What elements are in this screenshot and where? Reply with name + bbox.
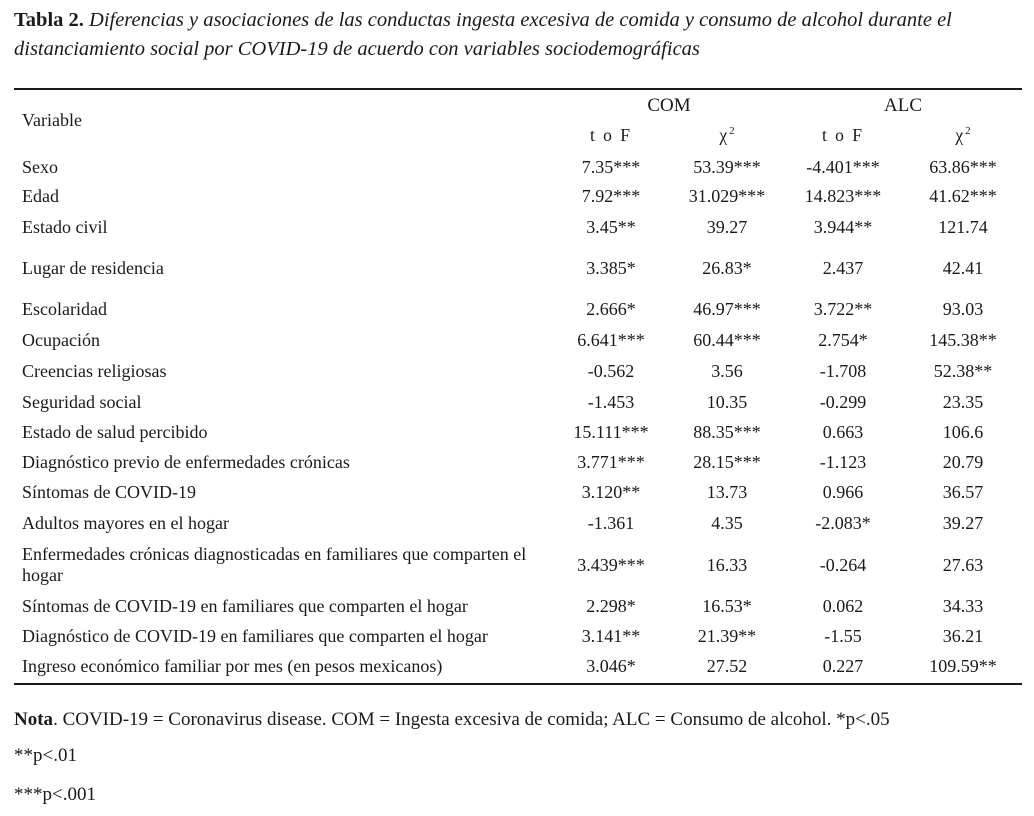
cell-alc-chi: 27.63 [942,554,984,575]
cell-com-t: -1.453 [587,391,635,412]
chi-superscript: 2 [729,125,735,138]
subheader-alc-t: t o F [821,125,865,145]
group-header-alc: ALC [884,95,922,116]
cell-alc-chi: 36.57 [942,481,984,502]
group-header-com: COM [647,95,691,116]
cell-alc-t: 0.966 [822,481,864,502]
cell-com-t: -1.361 [587,512,635,533]
cell-com-t: 7.35*** [581,156,641,177]
cell-alc-t: -0.299 [819,391,867,412]
row-variable: Escolaridad [22,298,107,319]
table-row [0,153,1034,181]
cell-com-chi: 27.52 [706,655,748,676]
chi-symbol: χ [955,125,966,145]
cell-alc-chi: 106.6 [942,421,984,442]
subheader-com-chi [667,125,787,146]
row-variable: Sexo [22,156,58,177]
table-row [0,542,1034,588]
cell-alc-t: 0.663 [822,421,864,442]
row-variable: Estado de salud percibido [22,421,208,442]
row-variable: Ocupación [22,329,100,350]
table-row [0,622,1034,650]
table-label: Tabla 2. [14,9,84,31]
cell-com-chi: 4.35 [711,512,743,533]
table-row [0,182,1034,210]
cell-com-t: 3.439*** [577,554,645,575]
cell-alc-t: 0.062 [822,595,864,616]
bottom-rule [14,683,1022,685]
cell-alc-t: 14.823*** [804,185,882,206]
cell-com-t: 2.298* [586,595,636,616]
cell-com-chi: 16.53* [702,595,752,616]
cell-com-t: 3.141** [581,625,641,646]
cell-alc-chi: 145.38** [929,329,997,350]
cell-com-t: 3.771*** [577,451,645,472]
row-variable: Síntomas de COVID-19 [22,481,196,502]
cell-alc-t: 0.227 [822,655,864,676]
note-line-1 [14,709,890,731]
note-line-2 [14,745,77,767]
cell-com-chi: 26.83* [702,257,752,278]
note-text: . COVID-19 = Coronavirus disease. COM = Ingesta excesiva de comida; ALC = Consumo de alcohol. *p<.05 [53,709,890,730]
cell-alc-chi: 42.41 [942,257,984,278]
row-variable: Adultos mayores en el hogar [22,512,229,533]
cell-alc-t: -1.708 [819,360,867,381]
cell-com-chi: 3.56 [711,360,743,381]
cell-com-t: -0.562 [587,360,635,381]
cell-com-t: 3.385* [586,257,636,278]
cell-alc-t: 3.722** [813,298,873,319]
table-row [0,448,1034,476]
cell-alc-t: 2.437 [822,257,864,278]
note-label: Nota [14,709,54,730]
table-row [0,249,1034,287]
table-row [0,418,1034,446]
note-text: p<.001 [42,784,96,805]
row-variable: Edad [22,185,59,206]
table-row [0,478,1034,506]
table-caption [14,6,1024,64]
cell-com-t: 3.120** [581,481,641,502]
note-stars: *** [14,784,43,805]
cell-alc-t: 2.754* [818,329,868,350]
subheader-alc-chi [903,125,1023,146]
row-variable: Diagnóstico previo de enfermedades crónicas [22,451,350,472]
subheader-com-t: t o F [589,125,633,145]
cell-alc-t: -2.083* [815,512,871,533]
table-title: Diferencias y asociaciones de las conductas ingesta excesiva de comida y consumo de alcohol durante el distanciamiento social por COVID-19 de acuerdo con variables sociodemográficas [14,9,952,60]
note-text: p<.01 [33,745,77,766]
cell-alc-t: -4.401*** [806,156,880,177]
cell-com-chi: 39.27 [706,216,748,237]
row-variable: Enfermedades crónicas diagnosticadas en familiares que comparten el hogar [22,544,527,585]
row-variable: Estado civil [22,216,108,237]
table-row [0,357,1034,385]
cell-com-t: 3.45** [586,216,636,237]
row-variable: Diagnóstico de COVID-19 en familiares que comparten el hogar [22,625,488,646]
row-variable: Ingreso económico familiar por mes (en pesos mexicanos) [22,655,443,676]
table-row [0,652,1034,680]
cell-com-chi: 53.39*** [693,156,761,177]
cell-com-chi: 28.15*** [693,451,761,472]
row-variable: Síntomas de COVID-19 en familiares que comparten el hogar [22,595,468,616]
chi-superscript: 2 [965,125,971,138]
cell-alc-chi: 39.27 [942,512,984,533]
variable-header: Variable [22,110,82,130]
cell-com-chi: 88.35*** [693,421,761,442]
cell-alc-t: -1.123 [819,451,867,472]
cell-com-t: 6.641*** [577,329,645,350]
cell-com-chi: 13.73 [706,481,748,502]
cell-alc-chi: 52.38** [933,360,993,381]
cell-alc-chi: 36.21 [942,625,984,646]
table-row [0,388,1034,416]
cell-alc-t: 3.944** [813,216,873,237]
cell-alc-chi: 41.62*** [929,185,997,206]
row-variable: Lugar de residencia [22,257,164,278]
table-row [0,326,1034,354]
cell-com-t: 15.111*** [573,421,649,442]
table-row [0,213,1034,241]
cell-alc-t: -0.264 [819,554,867,575]
cell-com-t: 7.92*** [581,185,641,206]
note-stars: ** [14,745,33,766]
cell-com-t: 3.046* [586,655,636,676]
chi-symbol: χ [719,125,730,145]
cell-alc-chi: 23.35 [942,391,984,412]
cell-com-chi: 60.44*** [693,329,761,350]
cell-alc-chi: 63.86*** [929,156,997,177]
cell-alc-chi: 121.74 [938,216,988,237]
cell-com-chi: 31.029*** [688,185,766,206]
top-rule [14,88,1022,90]
cell-com-t: 2.666* [586,298,636,319]
cell-alc-chi: 34.33 [942,595,984,616]
cell-com-chi: 46.97*** [693,298,761,319]
table-row [0,509,1034,537]
cell-alc-chi: 109.59** [929,655,997,676]
cell-alc-chi: 93.03 [942,298,984,319]
cell-alc-t: -1.55 [824,625,862,646]
table-row [0,295,1034,323]
row-variable: Creencias religiosas [22,360,167,381]
cell-alc-chi: 20.79 [942,451,984,472]
cell-com-chi: 21.39** [697,625,757,646]
cell-com-chi: 10.35 [706,391,748,412]
cell-com-chi: 16.33 [706,554,748,575]
note-line-3 [14,784,96,806]
table-row [0,592,1034,620]
row-variable: Seguridad social [22,391,142,412]
